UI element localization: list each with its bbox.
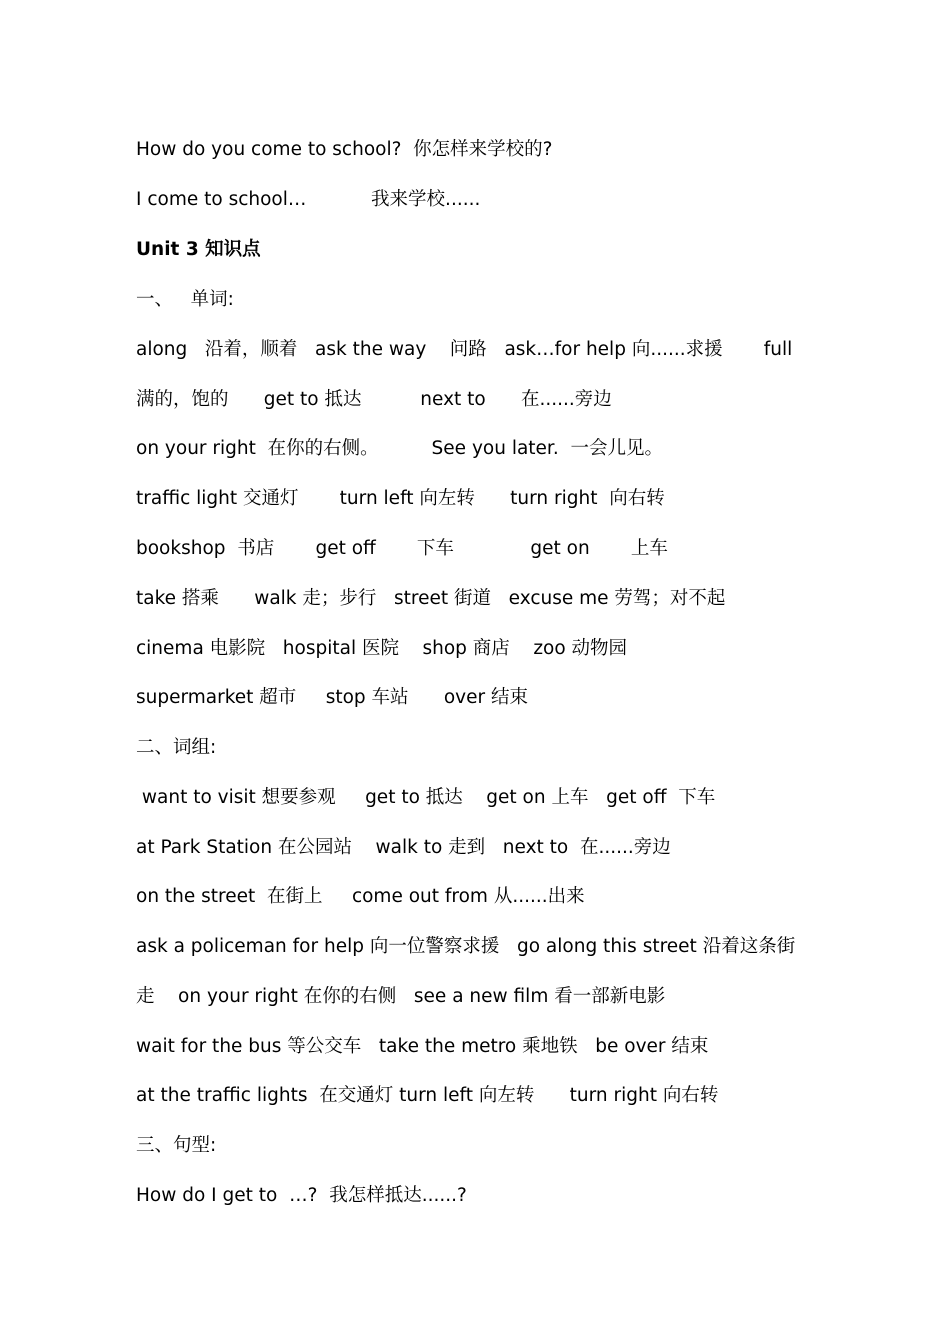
vocab-line: 满的，饱的 get to 抵达 next to 在......旁边	[136, 389, 612, 410]
phrase-line: at Park Station 在公园站 walk to 走到 next to 在......旁边	[136, 837, 671, 858]
vocab-line: supermarket 超市 stop 车站 over 结束	[136, 687, 528, 708]
section-sentences-heading: 三、句型:	[136, 1135, 217, 1156]
unit-heading: Unit 3 知识点	[136, 239, 261, 260]
vocab-line: bookshop 书店 get off 下车 get on 上车	[136, 538, 668, 559]
phrase-line: 走 on your right 在你的右侧 see a new film 看一部新电影	[136, 986, 666, 1007]
section-phrases-heading: 二、词组:	[136, 737, 217, 758]
sentence-pattern-line: How do I get to …? 我怎样抵达......?	[136, 1185, 467, 1206]
phrase-line: want to visit 想要参观 get to 抵达 get on 上车 get off 下车	[136, 787, 716, 808]
phrase-line: on the street 在街上 come out from 从......出来	[136, 886, 585, 907]
phrase-line: wait for the bus 等公交车 take the metro 乘地铁 be over 结束	[136, 1036, 709, 1057]
vocab-line: cinema 电影院 hospital 医院 shop 商店 zoo 动物园	[136, 638, 628, 659]
vocab-line: along 沿着，顺着 ask the way 问路 ask…for help 向......求援 full	[136, 339, 793, 360]
vocab-line: on your right 在你的右侧。 See you later. 一会儿见。	[136, 438, 663, 459]
sentence-i-come-to-school: I come to school… 我来学校......	[136, 189, 481, 210]
vocab-line: take 搭乘 walk 走；步行 street 街道 excuse me 劳驾；对不起	[136, 588, 726, 609]
vocab-line: traffic light 交通灯 turn left 向左转 turn right 向右转	[136, 488, 665, 509]
phrase-line: ask a policeman for help 向一位警察求援 go along this street 沿着这条街	[136, 936, 796, 957]
section-words-heading: 一、 单词:	[136, 289, 234, 310]
sentence-how-do-you-come: How do you come to school? 你怎样来学校的?	[136, 139, 553, 160]
phrase-line: at the traffic lights 在交通灯 turn left 向左转 turn right 向右转	[136, 1085, 719, 1106]
